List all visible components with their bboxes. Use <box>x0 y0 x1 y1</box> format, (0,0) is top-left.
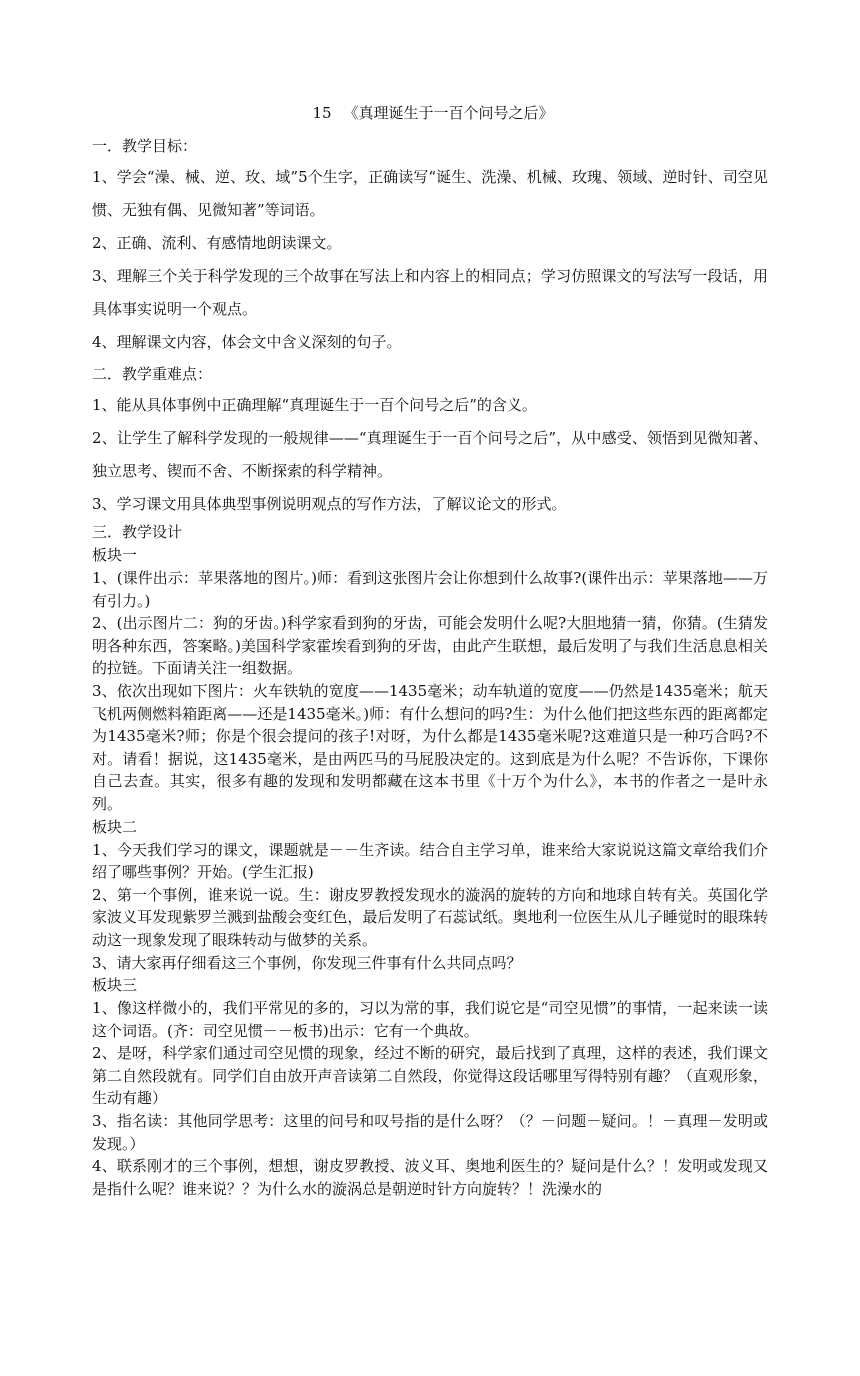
design-item: 1、(课件出示：苹果落地的图片。)师：看到这张图片会让你想到什么故事?(课件出示：苹果落地——万有引力。) <box>92 569 768 610</box>
section-heading-objectives: 一．教学目标： <box>92 137 198 155</box>
keypoint-item: 3、学习课文用具体典型事例说明观点的写作方法，了解议论文的形式。 <box>92 495 567 513</box>
section-heading-keypoints: 二．教学重难点： <box>92 365 213 383</box>
objective-item: 4、理解课文内容，体会文中含义深刻的句子。 <box>92 333 402 351</box>
lesson-number: 15 <box>312 104 332 122</box>
block-heading-1: 板块一 <box>92 546 138 564</box>
design-item: 3、请大家再仔细看这三个事例，你发现三件事有什么共同点吗？ <box>92 953 522 972</box>
objectives-and-keypoints <box>92 131 768 521</box>
lesson-title: 《真理诞生于一百个问号之后》 <box>343 104 554 122</box>
design-item: 1、像这样微小的，我们平常见的多的，习以为常的事，我们说它是“司空见惯”的事情，一起来读一读这个词语。(齐：司空见惯－－板书)出示：它有一个典故。 <box>92 999 768 1040</box>
objective-item: 2、正确、流利、有感情地朗读课文。 <box>92 234 342 252</box>
block-heading-2: 板块二 <box>92 817 138 836</box>
block-heading-3: 板块三 <box>92 976 138 995</box>
document-title <box>92 100 768 126</box>
objective-item: 1、学会“澡、械、逆、玫、域”5个生字，正确读写“诞生、洗澡、机械、玫瑰、领域、逆时针、司空见惯、无独有偶、见微知著”等词语。 <box>92 168 768 219</box>
section-heading-design: 三．教学设计 <box>92 523 183 541</box>
objective-item: 3、理解三个关于科学发现的三个故事在写法上和内容上的相同点；学习仿照课文的写法写一段话，用具体事实说明一个观点。 <box>92 267 768 318</box>
design-item: 3、指名读：其他同学思考：这里的问号和叹号指的是什么呀？（？－问题－疑问。！－真理－发明或发现。） <box>92 1112 768 1153</box>
keypoint-item: 2、让学生了解科学发现的一般规律——“真理诞生于一百个问号之后”，从中感受、领悟到见微知著、独立思考、锲而不舍、不断探索的科学精神。 <box>92 429 768 480</box>
keypoint-item: 1、能从具体事例中正确理解“真理诞生于一百个问号之后”的含义。 <box>92 396 537 414</box>
design-item: 2、(出示图片二：狗的牙齿。)科学家看到狗的牙齿，可能会发明什么呢?大胆地猜一猜，你猜。(生猜发明各种东西，答案略。)美国科学家霍埃看到狗的牙齿，由此产生联想，最后发明了与我们生活息息相关的拉链。下面请关注一组数据。 <box>92 614 768 678</box>
design-item: 2、第一个事例，谁来说一说。生：谢皮罗教授发现水的漩涡的旋转的方向和地球自转有关。英国化学家波义耳发现紫罗兰溅到盐酸会变红色，最后发明了石蕊试纸。奥地利一位医生从儿子睡觉时的眼珠转动这一现象发现了眼珠转动与做梦的关系。 <box>92 885 768 949</box>
design-item: 1、今天我们学习的课文，课题就是－－生齐读。结合自主学习单，谁来给大家说说这篇文章给我们介绍了哪些事例？开始。(学生汇报) <box>92 840 768 882</box>
design-item: 4、联系刚才的三个事例，想想，谢皮罗教授、波义耳、奥地利医生的？疑问是什么？！发明或发现又是指什么呢？谁来说？？为什么水的漩涡总是朝逆时针方向旋转？！洗澡水的 <box>92 1157 768 1198</box>
teaching-design <box>92 521 768 1200</box>
design-item: 2、是呀，科学家们通过司空见惯的现象，经过不断的研究，最后找到了真理，这样的表述，我们课文第二自然段就有。同学们自由放开声音读第二自然段，你觉得这段话哪里写得特别有趣？（直观形象，生动有趣） <box>92 1044 768 1108</box>
design-item: 3、依次出现如下图片：火车铁轨的宽度——1435毫米；动车轨道的宽度——仍然是1435毫米；航天飞机两侧燃料箱距离——还是1435毫米。)师：有什么想问的吗?生：为什么他们把这些东西的距离都定为1435毫米?师；你是个很会提问的孩子!对呀，为什么都是1435毫米呢?这难道只是一种巧合吗?不对。请看！据说，这1435毫米，是由两匹马的马屁股决定的。这到底是为什么呢？不告诉你，下课你自己去查。其实，很多有趣的发现和发明都藏在这本书里《十万个为什么》，本书的作者之一是叶永列。 <box>92 681 768 813</box>
